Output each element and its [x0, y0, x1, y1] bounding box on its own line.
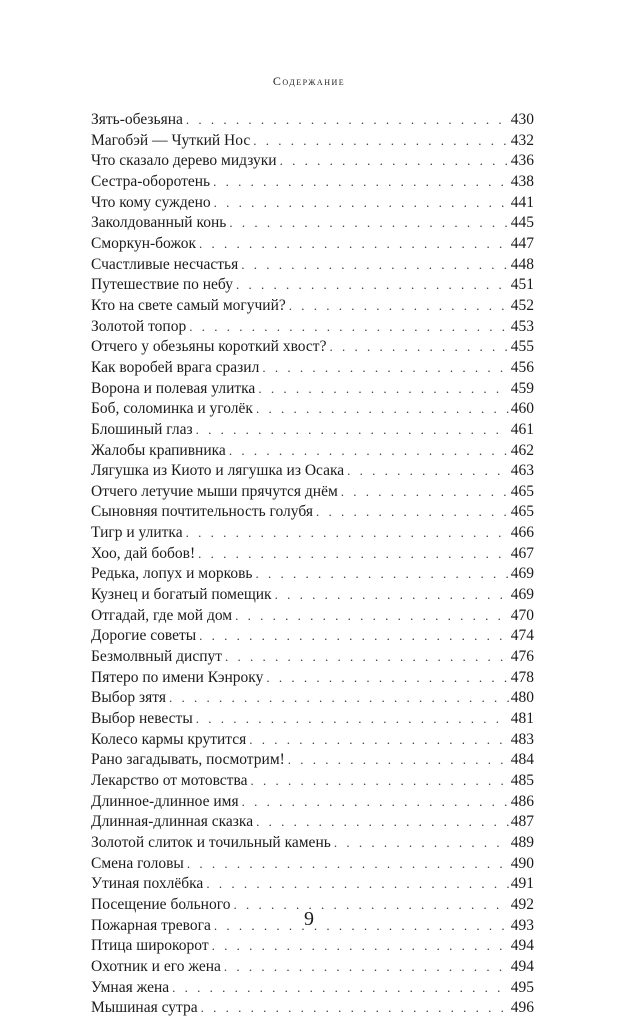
dot-leader: [329, 337, 508, 358]
dot-leader: [253, 131, 508, 152]
toc-entry-page-number: 465: [510, 503, 534, 521]
toc-entry[interactable]: [91, 792, 534, 813]
toc-entry-title: Длинное-длинное имя: [91, 792, 239, 810]
toc-entry[interactable]: [91, 957, 534, 978]
toc-entry-title: Золотой топор: [91, 317, 187, 335]
dot-leader: [199, 626, 509, 647]
page-header-title: Содержание: [272, 74, 346, 88]
toc-entry[interactable]: [91, 854, 534, 875]
toc-entry[interactable]: [91, 585, 534, 606]
toc-entry-page-number: 491: [510, 875, 534, 893]
toc-entry[interactable]: [91, 110, 534, 131]
toc-entry-title: Кузнец и богатый помещик: [91, 586, 272, 604]
dot-leader: [213, 172, 509, 193]
toc-entry-page-number: 445: [510, 214, 534, 232]
dot-leader: [169, 688, 509, 709]
toc-entry[interactable]: [91, 688, 534, 709]
toc-entry-title: Лягушка из Киото и лягушка из Осака: [91, 462, 345, 480]
toc-entry-title: Охотник и его жена: [91, 957, 221, 975]
toc-entry-title: Утиная похлёбка: [91, 875, 204, 893]
toc-entry[interactable]: [91, 213, 534, 234]
toc-entry-page-number: 484: [510, 751, 534, 769]
toc-entry-page-number: 493: [510, 916, 534, 934]
toc-entry-title: Отчего у обезьяны короткий хвост?: [91, 338, 327, 356]
dot-leader: [334, 833, 509, 854]
toc-entry[interactable]: [91, 750, 534, 771]
toc-entry-title: Хоо, дай бобов!: [91, 544, 196, 562]
toc-entry[interactable]: [91, 523, 534, 544]
dot-leader: [206, 874, 508, 895]
toc-entry[interactable]: [91, 193, 534, 214]
toc-entry-title: Безмолвный диспут: [91, 648, 223, 666]
toc-entry[interactable]: [91, 337, 534, 358]
toc-entry-title: Колесо кармы крутится: [91, 730, 247, 748]
toc-entry[interactable]: [91, 812, 534, 833]
toc-entry[interactable]: [91, 296, 534, 317]
toc-entry[interactable]: [91, 936, 534, 957]
dot-leader: [236, 275, 509, 296]
toc-entry[interactable]: [91, 998, 534, 1019]
toc-entry[interactable]: [91, 399, 534, 420]
dot-leader: [347, 461, 509, 482]
toc-entry-page-number: 486: [510, 792, 534, 810]
toc-entry[interactable]: [91, 441, 534, 462]
toc-entry[interactable]: [91, 482, 534, 503]
toc-entry-page-number: 470: [510, 606, 534, 624]
table-of-contents: [91, 110, 534, 1019]
toc-entry-title: Сестра-оборотень: [91, 172, 211, 190]
toc-entry[interactable]: [91, 544, 534, 565]
dot-leader: [229, 213, 508, 234]
toc-entry-page-number: 469: [510, 565, 534, 583]
toc-entry[interactable]: [91, 317, 534, 338]
dot-leader: [187, 854, 509, 875]
toc-entry-title: Тигр и улитка: [91, 524, 183, 542]
toc-entry-page-number: 459: [510, 379, 534, 397]
toc-entry-page-number: 462: [510, 441, 534, 459]
toc-entry[interactable]: [91, 275, 534, 296]
toc-entry-page-number: 456: [510, 358, 534, 376]
dot-leader: [249, 730, 508, 751]
toc-entry-title: Что сказало дерево мидзуки: [91, 152, 277, 170]
dot-leader: [172, 978, 509, 999]
dot-leader: [196, 709, 509, 730]
dot-leader: [275, 585, 509, 606]
dot-leader: [198, 544, 509, 565]
dot-leader: [241, 255, 509, 276]
toc-entry-page-number: 460: [510, 400, 534, 418]
toc-entry-page-number: 452: [510, 296, 534, 314]
toc-entry-page-number: 476: [510, 648, 534, 666]
dot-leader: [256, 812, 509, 833]
toc-entry-page-number: 494: [510, 957, 534, 975]
toc-entry-page-number: 451: [510, 276, 534, 294]
toc-entry[interactable]: [91, 151, 534, 172]
toc-entry-title: Умная жена: [91, 978, 170, 996]
toc-entry-title: Путешествие по небу: [91, 276, 233, 294]
dot-leader: [196, 420, 509, 441]
toc-entry-page-number: 432: [510, 131, 534, 149]
toc-entry-title: Пятеро по имени Кэнроку: [91, 668, 264, 686]
toc-entry-page-number: 494: [510, 937, 534, 955]
toc-entry-title: Пожарная тревога: [91, 916, 211, 934]
toc-entry-title: Смена головы: [91, 854, 184, 872]
toc-entry-title: Зять-обезьяна: [91, 111, 183, 128]
dot-leader: [189, 317, 509, 338]
toc-entry-title: Как воробей врага сразил: [91, 358, 260, 376]
toc-entry-title: Редька, лопух и морковь: [91, 565, 253, 583]
toc-entry-page-number: 461: [510, 420, 534, 438]
dot-leader: [186, 110, 509, 131]
dot-leader: [341, 482, 509, 503]
dot-leader: [201, 998, 509, 1019]
toc-entry-title: Дорогие советы: [91, 627, 197, 645]
dot-leader: [199, 234, 509, 255]
toc-entry-page-number: 438: [510, 172, 534, 190]
toc-entry-page-number: 436: [510, 152, 534, 170]
toc-entry[interactable]: [91, 234, 534, 255]
toc-entry[interactable]: [91, 358, 534, 379]
toc-entry[interactable]: [91, 564, 534, 585]
toc-entry-title: Счастливые несчастья: [91, 255, 239, 273]
toc-entry[interactable]: [91, 461, 534, 482]
toc-entry-page-number: 480: [510, 689, 534, 707]
toc-entry-title: Длинная-длинная сказка: [91, 813, 254, 831]
toc-entry-page-number: 467: [510, 544, 534, 562]
toc-entry-title: Что кому суждено: [91, 193, 211, 211]
dot-leader: [262, 358, 508, 379]
toc-entry-page-number: 485: [510, 772, 534, 789]
dot-leader: [212, 936, 509, 957]
toc-entry-title: Сыновняя почтительность голубя: [91, 503, 313, 521]
toc-entry[interactable]: [91, 606, 534, 627]
toc-entry-title: Лекарство от мотовства: [91, 772, 248, 789]
toc-entry-page-number: 481: [510, 710, 534, 728]
toc-entry-page-number: 489: [510, 833, 534, 851]
dot-leader: [250, 771, 508, 792]
toc-entry[interactable]: [91, 833, 534, 854]
toc-entry-page-number: 430: [510, 111, 534, 128]
dot-leader: [229, 441, 509, 462]
toc-entry-title: Ворона и полевая улитка: [91, 379, 256, 397]
toc-entry-title: Блошиный глаз: [91, 420, 193, 438]
toc-entry-page-number: 463: [510, 462, 534, 480]
toc-entry[interactable]: [91, 420, 534, 441]
toc-entry-page-number: 478: [510, 668, 534, 686]
toc-entry-title: Отгадай, где мой дом: [91, 606, 233, 624]
toc-entry-title: Мышиная сутра: [91, 999, 198, 1017]
dot-leader: [214, 193, 509, 214]
toc-entry-title: Магобэй — Чуткий Нос: [91, 131, 251, 149]
dot-leader: [256, 564, 509, 585]
toc-entry-title: Посещение больного: [91, 895, 231, 913]
toc-entry[interactable]: [91, 874, 534, 895]
toc-entry-page-number: 495: [510, 978, 534, 996]
toc-entry[interactable]: [91, 502, 534, 523]
dot-leader: [280, 151, 509, 172]
toc-entry[interactable]: [91, 626, 534, 647]
dot-leader: [186, 523, 509, 544]
dot-leader: [316, 502, 509, 523]
dot-leader: [242, 792, 509, 813]
toc-entry-page-number: 474: [510, 627, 534, 645]
toc-entry-title: Кто на свете самый могучий?: [91, 296, 286, 314]
toc-entry[interactable]: [91, 668, 534, 689]
toc-entry-page-number: 490: [510, 854, 534, 872]
toc-entry-title: Птица широкорот: [91, 937, 209, 955]
toc-entry[interactable]: [91, 771, 534, 792]
toc-entry-page-number: 465: [510, 482, 534, 500]
dot-leader: [258, 379, 508, 400]
toc-entry-title: Рано загадывать, посмотрим!: [91, 751, 285, 769]
toc-entry-page-number: 466: [510, 524, 534, 542]
toc-entry-page-number: 448: [510, 255, 534, 273]
toc-entry[interactable]: [91, 172, 534, 193]
dot-leader: [225, 647, 509, 668]
toc-entry-title: Боб, соломинка и уголёк: [91, 400, 253, 418]
toc-entry-title: Отчего летучие мыши прячутся днём: [91, 482, 338, 500]
toc-entry-page-number: 492: [510, 895, 534, 913]
toc-entry-title: Золотой слиток и точильный камень: [91, 833, 331, 851]
toc-entry[interactable]: [91, 978, 534, 999]
toc-entry-title: Выбор зятя: [91, 689, 166, 707]
toc-entry[interactable]: [91, 255, 534, 276]
toc-entry-title: Заколдованный конь: [91, 214, 227, 232]
toc-entry-page-number: 447: [510, 234, 534, 252]
toc-entry-title: Сморкун-божок: [91, 234, 197, 252]
toc-entry-page-number: 496: [510, 999, 534, 1017]
dot-leader: [235, 606, 509, 627]
page-number: 9: [304, 908, 314, 930]
toc-entry-title: Выбор невесты: [91, 710, 193, 728]
toc-entry[interactable]: [91, 379, 534, 400]
toc-entry[interactable]: [91, 647, 534, 668]
toc-entry-page-number: 487: [510, 813, 534, 831]
toc-entry-page-number: 455: [510, 338, 534, 356]
dot-leader: [289, 296, 509, 317]
dot-leader: [288, 750, 509, 771]
toc-entry[interactable]: [91, 131, 534, 152]
toc-entry[interactable]: [91, 730, 534, 751]
toc-entry-page-number: 441: [510, 193, 534, 211]
dot-leader: [266, 668, 508, 689]
dot-leader: [256, 399, 509, 420]
toc-entry-title: Жалобы крапивника: [91, 441, 226, 459]
toc-entry-page-number: 453: [510, 317, 534, 335]
toc-entry-page-number: 483: [510, 730, 534, 748]
dot-leader: [224, 957, 509, 978]
toc-entry-page-number: 469: [510, 586, 534, 604]
toc-entry[interactable]: [91, 709, 534, 730]
